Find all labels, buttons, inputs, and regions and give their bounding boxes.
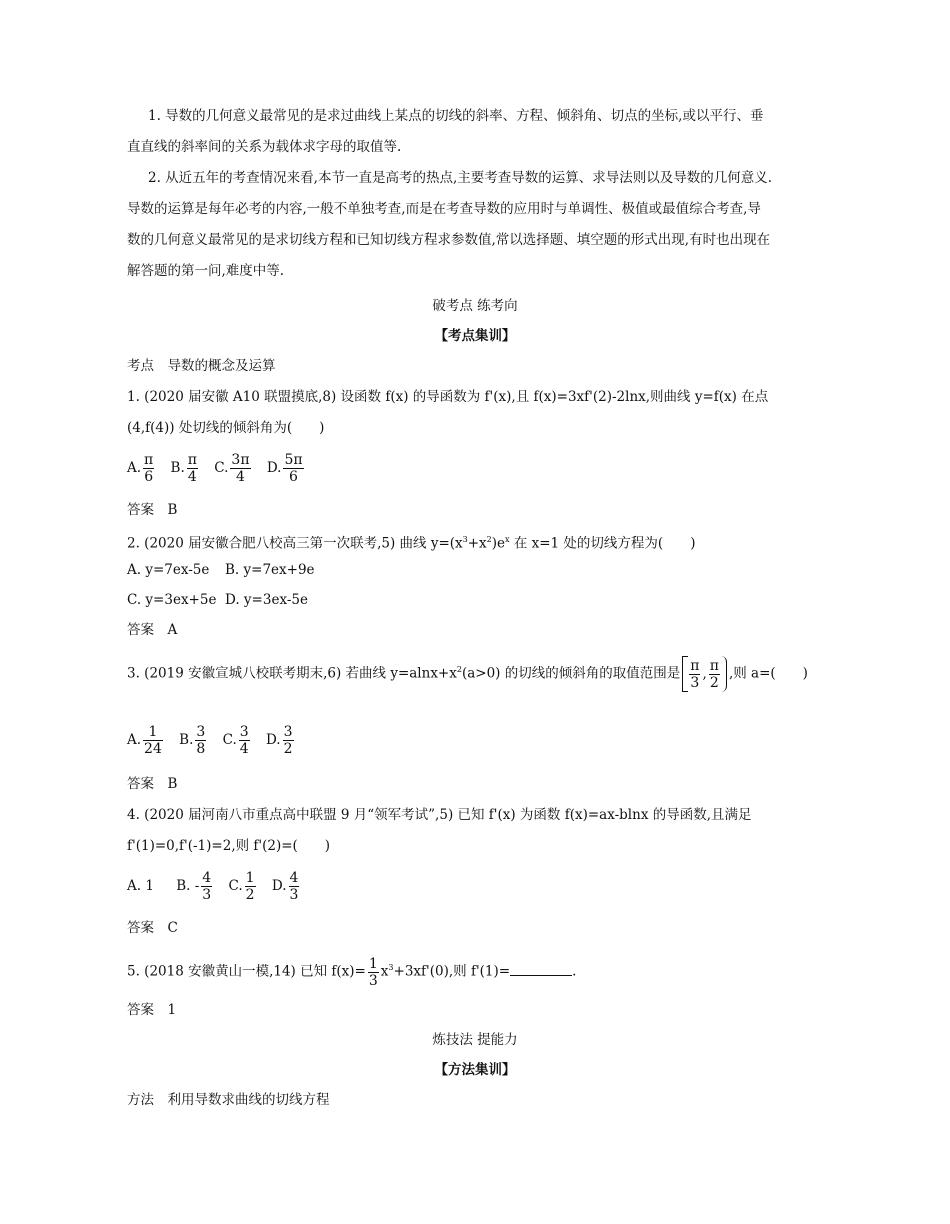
intro-paragraph-2-line-2: 导数的运算是每年必考的内容,一般不单独考查,而是在考查导数的应用时与单调性、极值或最值综合考查,导	[127, 201, 761, 217]
q3-stem: 3. (2019 安徽宣城八校联考期末,6) 若曲线 $y=alnx+x^2(a>0)$ 的切线的倾斜角的取值范围是 $\frac{\pi}{3}$ , $\frac{\pi}{2}$ ,则 a=( )	[127, 658, 808, 691]
q2-answer: 答案 A	[127, 622, 178, 638]
q4-option-b: B. - $\frac{4}{3}$	[176, 870, 212, 903]
section-1-subtitle: 【考点集训】	[434, 328, 516, 344]
q2-options-row-2	[127, 590, 308, 610]
q5-answer-blank	[510, 961, 572, 976]
q1-option-a: A. $\frac{\pi}{6}$	[127, 452, 154, 485]
q1-option-b: B. $\frac{\pi}{4}$	[170, 452, 197, 485]
q4-options	[127, 868, 311, 904]
q2-options-row-1	[127, 560, 315, 580]
q5-stem: 5. (2018 安徽黄山一模,14) 已知 f(x)= $\frac{1}{3}$ $x^3+3xf'(0)$,则 f'(1)= .	[127, 955, 577, 989]
section-2-title: 炼技法 提能力	[432, 1032, 518, 1048]
q3-option-c: C. $\frac{3}{4}$	[222, 724, 249, 757]
intro-paragraph-2-line-4: 解答题的第一问,难度中等.	[127, 263, 285, 279]
q3-answer: 答案 B	[127, 776, 178, 792]
q3-option-a: A. $\frac{1}{24}$	[127, 724, 162, 757]
q4-option-c: C. $\frac{1}{2}$	[228, 870, 255, 903]
q3-options	[127, 722, 306, 758]
q4-stem-line-1: 4. (2020 届河南八市重点高中联盟 9 月“领军考试”,5) 已知 f'(x) 为函数 f(x)=ax-blnx 的导函数,且满足	[127, 807, 752, 823]
section-2-subtitle: 【方法集训】	[434, 1062, 516, 1078]
q3-option-d: D. $\frac{3}{2}$	[265, 724, 293, 757]
q4-option-a: A. 1	[127, 878, 154, 894]
q2-option-c: C. y=3ex+5e	[127, 592, 217, 608]
q1-answer: 答案 B	[127, 502, 178, 518]
q2-option-a: A. y=7ex-5e	[127, 562, 210, 578]
intro-paragraph-2-line-1: 2. 从近五年的考查情况来看,本节一直是高考的热点,主要考查导数的运算、求导法则以及导数的几何意义.	[148, 170, 773, 186]
q1-option-d: D. $\frac{5\pi}{6}$	[266, 452, 303, 485]
q2-option-b: B. y=7ex+9e	[225, 562, 315, 578]
section-2-topic: 方法 利用导数求曲线的切线方程	[127, 1092, 330, 1108]
section-1-topic: 考点 导数的概念及运算	[127, 358, 276, 374]
intro-paragraph-1-line-1: 1. 导数的几何意义最常见的是求过曲线上某点的切线的斜率、方程、倾斜角、切点的坐标,或以平行、垂	[148, 108, 764, 124]
q2-option-d: D. y=3ex-5e	[225, 592, 308, 608]
section-1-title: 破考点 练考向	[432, 298, 518, 314]
q3-range-interval: $\frac{\pi}{3}$ , $\frac{\pi}{2}$	[682, 656, 727, 692]
q4-stem-line-2: f'(1)=0,f'(-1)=2,则 f'(2)=( )	[127, 838, 331, 854]
q3-option-b: B. $\frac{3}{8}$	[179, 724, 206, 757]
q4-answer: 答案 C	[127, 920, 178, 936]
q1-options	[127, 450, 316, 486]
q1-option-c: C. $\frac{3\pi}{4}$	[214, 452, 250, 485]
intro-paragraph-2-line-3: 数的几何意义最常见的是求切线方程和已知切线方程求参数值,常以选择题、填空题的形式出现,有时也出现在	[127, 232, 771, 248]
q2-stem: 2. (2020 届安徽合肥八校高三第一次联考,5) 曲线 $y=(x^3+x^2)e^x$ 在 x=1 处的切线方程为( )	[127, 535, 696, 552]
q1-stem-line-1: 1. (2020 届安徽 A10 联盟摸底,8) 设函数 f(x) 的导函数为 f'(x),且 f(x)=3xf'(2)-2lnx,则曲线 y=f(x) 在点	[127, 389, 769, 405]
intro-paragraph-1-line-2: 直直线的斜率间的关系为载体求字母的取值等.	[127, 139, 402, 155]
q4-option-d: D. $\frac{4}{3}$	[271, 870, 299, 903]
q5-answer: 答案 1	[127, 1002, 177, 1018]
q1-stem-line-2: (4,f(4)) 处切线的倾斜角为( )	[127, 420, 325, 436]
